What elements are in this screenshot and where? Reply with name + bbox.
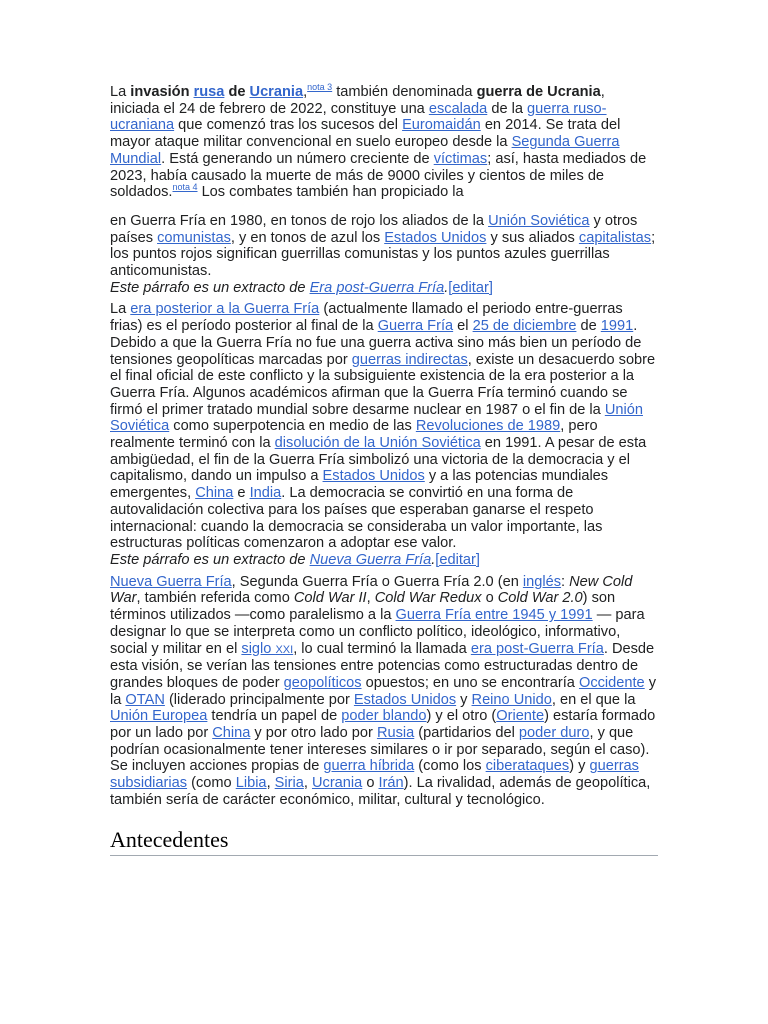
text: de la [487,100,528,117]
text: o [362,775,379,792]
edit-link[interactable]: [editar] [448,279,493,296]
text: , Segunda Guerra Fría o Guerra Fría 2.0 (en [231,573,523,590]
italic-term: Cold War Redux [374,590,482,607]
text: , pero realmente terminó con la [110,418,598,452]
link-capitalistas[interactable]: capitalistas [578,229,652,246]
text: Este párrafo es un extracto de [110,551,310,568]
link-rusia[interactable]: Rusia [376,725,415,742]
bold-invasion: invasión [130,84,190,100]
text: y a las potencias mundiales emergentes, [110,468,609,502]
link-euromaidan[interactable]: Euromaidán [402,117,481,134]
link-poder-blando[interactable]: poder blando [341,708,427,725]
text: tendría un papel de [207,708,342,725]
text: de [576,318,601,335]
text: en 2014. Se trata del mayor ataque militar convencional en suelo europeo desde la [110,117,621,151]
link-poder-duro[interactable]: poder duro [518,725,590,742]
link-china[interactable]: China [212,725,251,742]
link-union-europea[interactable]: Unión Europea [110,708,208,725]
text: Los combates también han propiciado la [197,184,464,201]
text: , y que podrían ocasionalmente tener intereses similares o ir por separado, según el caso). Se incluyen acciones propias de [110,725,650,775]
link-guerras-subsidiarias[interactable]: guerras subsidiarias [110,758,639,792]
text: . La democracia se convirtió en una forma de autovalidación colectiva para los países que esperaban ganarse el respeto internacional: cuando la democracia se consideraba un valor importante, las estructuras políticas comenzaron a adoptar ese valor. [110,485,603,552]
italic-term: Cold War II [293,590,367,607]
text: (como los [414,758,486,775]
text: . Está generando un número creciente de [161,150,434,167]
link-revoluciones-1989[interactable]: Revoluciones de 1989 [415,418,561,435]
link-occidente[interactable]: Occidente [578,674,645,691]
link-reino-unido[interactable]: Reino Unido [471,691,552,708]
text: siglo [241,640,276,657]
text: el [453,318,473,335]
text: también denominada [332,84,477,100]
link-guerras-indirectas[interactable]: guerras indirectas [351,351,468,368]
link-rusa[interactable]: rusa [193,84,225,100]
post-cold-war-paragraph [110,301,658,552]
link-union-sovietica[interactable]: Unión Soviética [488,212,590,229]
link-estados-unidos[interactable]: Estados Unidos [322,468,425,485]
text: : [561,573,570,590]
note-4-link[interactable]: nota 4 [172,182,198,193]
link-ucrania[interactable]: Ucrania [311,775,363,792]
text: y otros países [110,212,638,246]
image-caption [110,213,658,280]
link-oriente[interactable]: Oriente [496,708,545,725]
link-india[interactable]: India [249,485,282,502]
link-25-diciembre[interactable]: 25 de diciembre [472,318,577,335]
note-4-ref[interactable] [172,182,197,192]
extract-note-2 [110,552,658,569]
link-guerra-hibrida[interactable]: guerra híbrida [323,758,415,775]
text: ) y el otro ( [426,708,497,725]
bold-guerra-ucrania: guerra de Ucrania [476,84,601,100]
link-union-sovietica[interactable]: Unión Soviética [110,401,643,435]
link-comunistas[interactable]: comunistas [157,229,231,246]
link-siglo-xxi[interactable] [241,641,293,657]
text: . Desde esta visión, se verían las tensiones entre potencias como estructuradas dentro de grandes bloques de poder [110,640,655,691]
link-estados-unidos[interactable]: Estados Unidos [384,229,487,246]
link-ciberataques[interactable]: ciberataques [485,758,570,775]
link-nueva-guerra-fria[interactable]: Nueva Guerra Fría [110,573,232,590]
text: , iniciada el 24 de febrero de 2022, constituye una [110,84,605,117]
text: , en el que la [551,691,636,708]
link-nueva-guerra-fria[interactable]: Nueva Guerra Fría [309,551,432,568]
text: y por otro lado por [250,725,377,742]
text: (actualmente llamado el periodo entre-guerras frias) es el período posterior al final de la [110,301,623,335]
link-era-post-guerra-fria[interactable]: Era post-Guerra Fría [309,279,445,296]
link-siria[interactable]: Siria [274,775,304,792]
note-3-ref[interactable] [307,82,332,92]
text: XXI [275,643,294,656]
text: (partidarios del [414,725,519,742]
section-heading-antecedentes: Antecedentes [110,827,658,856]
link-1991[interactable]: 1991 [600,318,634,335]
text: ). La rivalidad, además de geopolítica, también sería de carácter económico, militar, cultural y tecnológico. [110,775,651,808]
link-otan[interactable]: OTAN [125,691,165,708]
text: y la [110,674,657,708]
text: en Guerra Fría en 1980, en tonos de rojo los aliados de la [110,212,489,229]
text: (liderado principalmente por [164,691,354,708]
link-ucrania[interactable]: Ucrania [249,84,304,100]
italic-term: New Cold War [110,573,633,607]
link-geopoliticos[interactable]: geopolíticos [283,674,362,691]
text: , también referida como [136,590,294,607]
text: La [110,301,131,318]
text: . [444,279,449,296]
link-era-posterior[interactable]: era posterior a la Guerra Fría [130,301,320,318]
text: , [303,84,308,100]
intro-paragraph [110,84,658,201]
text: (como [187,775,236,792]
text: o [481,590,498,607]
text: de [224,84,250,100]
link-segunda-guerra-mundial[interactable]: Segunda Guerra Mundial [110,134,620,167]
text: Este párrafo es un extracto de [110,279,310,296]
link-china[interactable]: China [195,485,234,502]
link-guerra-ruso-ucraniana[interactable]: guerra ruso-ucraniana [110,100,607,134]
text: , [366,590,375,607]
text: , existe un desacuerdo sobre el final oficial de este conflicto y la subsiguiente existencia de la era posterior a la Guerra Fría. Algunos académicos afirman que la Guerra Fría terminó cuando se firmó el primer tratado mundial sobre desarme nuclear en 1987 o el fin de la [110,351,656,418]
italic-term: Cold War 2.0 [497,590,583,607]
text: ) y [569,758,590,775]
text: , lo cual terminó la llamada [293,640,471,657]
link-escalada[interactable]: escalada [428,100,488,117]
link-guerra-fria[interactable]: Guerra Fría [377,318,454,335]
text: , y en tonos de azul los [230,229,385,246]
text: opuestos; en uno se encontraría [361,674,579,691]
text: en 1991. A pesar de esta ambigüedad, el fin de la Guerra Fría simbolizó una victoria de la democracia y el capitalismo, dando un impulso a [110,435,647,485]
text: , [303,775,312,792]
text: — para designar lo que se interpreta como un conflicto político, ideológico, informativo, social y militar en el [110,607,645,657]
article-content [110,84,658,856]
link-disolucion-urss[interactable]: disolución de la Unión Soviética [274,435,481,452]
extract-note-1 [110,280,658,297]
note-3-link[interactable]: nota 3 [307,82,333,93]
link-estados-unidos[interactable]: Estados Unidos [353,691,457,708]
link-era-post-guerra-fria[interactable]: era post-Guerra Fría [470,640,604,657]
link-guerra-fria-1945-1991[interactable]: Guerra Fría entre 1945 y 1991 [395,607,593,624]
text: ) son términos utilizados —como paralelismo a la [110,590,616,624]
text: . [431,551,436,568]
text: y sus aliados [486,229,579,246]
text: , [266,775,275,792]
link-libia[interactable]: Libia [235,775,267,792]
link-victimas[interactable]: víctimas [433,150,488,167]
text: que comenzó tras los sucesos del [174,117,403,134]
text: y [456,691,472,708]
edit-link[interactable]: [editar] [435,551,480,568]
text: La [110,84,131,100]
text: ; los puntos rojos significan guerrillas comunistas y los puntos azules guerrillas anticomunistas. [110,229,656,280]
text: como superpotencia en medio de las [169,418,416,435]
text: ; así, hasta mediados de 2023, había causado la muerte de más de 9000 civiles y cientos de miles de soldados. [110,150,647,201]
text: e [233,485,250,502]
text: ) estaría formado por un lado por [110,708,656,742]
text: . Debido a que la Guerra Fría no fue una guerra activa sino más bien un período de tensiones geopolíticas marcadas por [110,318,642,368]
link-ingles[interactable]: inglés [522,573,562,590]
link-iran[interactable]: Irán [378,775,404,792]
new-cold-war-paragraph [110,574,658,809]
